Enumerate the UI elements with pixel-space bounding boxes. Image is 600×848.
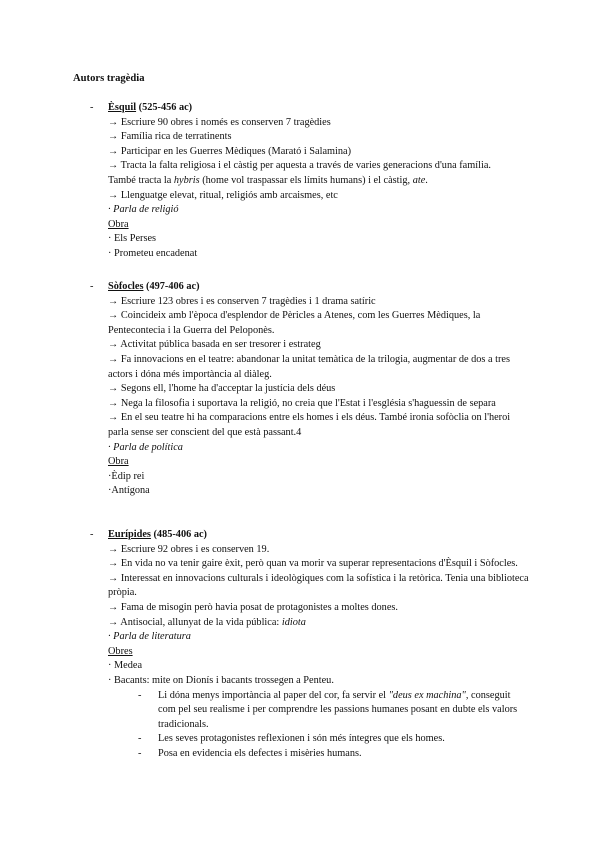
works-heading: Obres — [108, 645, 133, 657]
sub-bullet: - — [138, 689, 142, 701]
section-sofocles — [90, 280, 530, 499]
theme-note: · Parla de política — [108, 441, 183, 453]
list-item: → Nega la filosofia i suportava la religió, no creia que l'Estat i l'església s'haguessin de separa — [108, 397, 496, 409]
author-name: Èsquil (525-456 ac) — [108, 102, 193, 113]
list-bullet: - — [90, 281, 94, 292]
sub-bullet: - — [138, 747, 142, 759]
list-item: → Interessat en innovacions culturals i ideològiques com la sofística i la retòrica. Tenia una biblioteca pròpia. — [108, 572, 529, 599]
list-item: → Família rica de terratinents — [108, 131, 232, 143]
work-item: · Bacants: mite on Dionís i bacants trossegen a Penteu. — [108, 674, 334, 686]
list-item: → Participar en les Guerres Mèdiques (Marató i Salamina) — [108, 145, 352, 157]
section-euripides — [90, 528, 530, 762]
sub-list-item: - Li dóna menys importància al paper del cor, fa servir el "deus ex machina", conseguit com pel seu realisme i per comprendre les passions humanes posant en dubte els valors tradicionals. — [138, 689, 518, 730]
section-body — [108, 101, 530, 262]
work-item: ·Èdip rei — [108, 470, 145, 482]
work-item: · Prometeu encadenat — [108, 247, 198, 259]
work-item: ·Antígona — [108, 485, 150, 497]
section-esquil — [90, 101, 530, 262]
works-heading: Obra — [108, 218, 129, 230]
list-bullet: - — [90, 102, 94, 113]
theme-note: · Parla de religió — [108, 204, 179, 216]
list-item: → Coincideix amb l'època d'esplendor de Pèricles a Atenes, com les Guerres Mèdiques, la Pentecontecia i la Guerra del Peloponès. — [108, 310, 481, 336]
list-item: → Fa innovacions en el teatre: abandonar la unitat temàtica de la trilogia, augmentar de dos a tres actors i dóna més importància al diàleg. — [108, 353, 511, 380]
list-item: → En el seu teatre hi ha comparacions entre els homes i els déus. També ironia sofòclia on l'heroi parla sense ser conscient del que està passant.4 — [108, 412, 511, 438]
section-body — [108, 280, 530, 499]
work-item: · Els Perses — [108, 233, 157, 245]
list-item: També tracta la hybris (home vol traspassar els límits humans) i el càstig, ate. — [108, 174, 428, 186]
list-item: → Segons ell, l'home ha d'acceptar la justícia dels déus — [108, 383, 336, 395]
works-heading: Obra — [108, 456, 129, 468]
list-bullet: - — [90, 529, 94, 540]
list-item: → Antisocial, allunyat de la vida pública: idiota — [108, 616, 306, 628]
document-title: Autors tragèdia — [73, 73, 145, 84]
section-body — [108, 528, 530, 762]
sub-list-item: - Posa en evidencia els defectes i misèries humans. — [138, 747, 530, 762]
list-item: → Escriure 92 obres i es conserven 19. — [108, 543, 270, 555]
list-item: → En vida no va tenir gaire èxit, però quan va morir va superar representacions d'Èsquil i Sòfocles. — [108, 558, 518, 570]
list-item: → Escriure 90 obres i només es conserven 7 tragèdies — [108, 116, 331, 128]
list-item: → Llenguatge elevat, ritual, religiós amb arcaismes, etc — [108, 189, 338, 201]
list-item: → Activitat pública basada en ser tresorer i estrateg — [108, 339, 321, 351]
list-item: → Tracta la falta religiosa i el càstig per aquesta a través de varies generacions d'una família. — [108, 160, 491, 172]
author-name: Eurípides (485-406 ac) — [108, 529, 207, 540]
list-item: → Escriure 123 obres i es conserven 7 tragèdies i 1 drama satíric — [108, 295, 376, 307]
theme-note: · Parla de literatura — [108, 631, 191, 643]
work-item: · Medea — [108, 660, 143, 672]
author-name: Sòfocles (497-406 ac) — [108, 281, 200, 292]
sub-bullet: - — [138, 733, 142, 745]
sub-list-item: - Les seves protagonistes reflexionen i són més íntegres que els homes. — [138, 732, 530, 747]
list-item: → Fama de misogin però havia posat de protagonistes a moltes dones. — [108, 601, 398, 613]
